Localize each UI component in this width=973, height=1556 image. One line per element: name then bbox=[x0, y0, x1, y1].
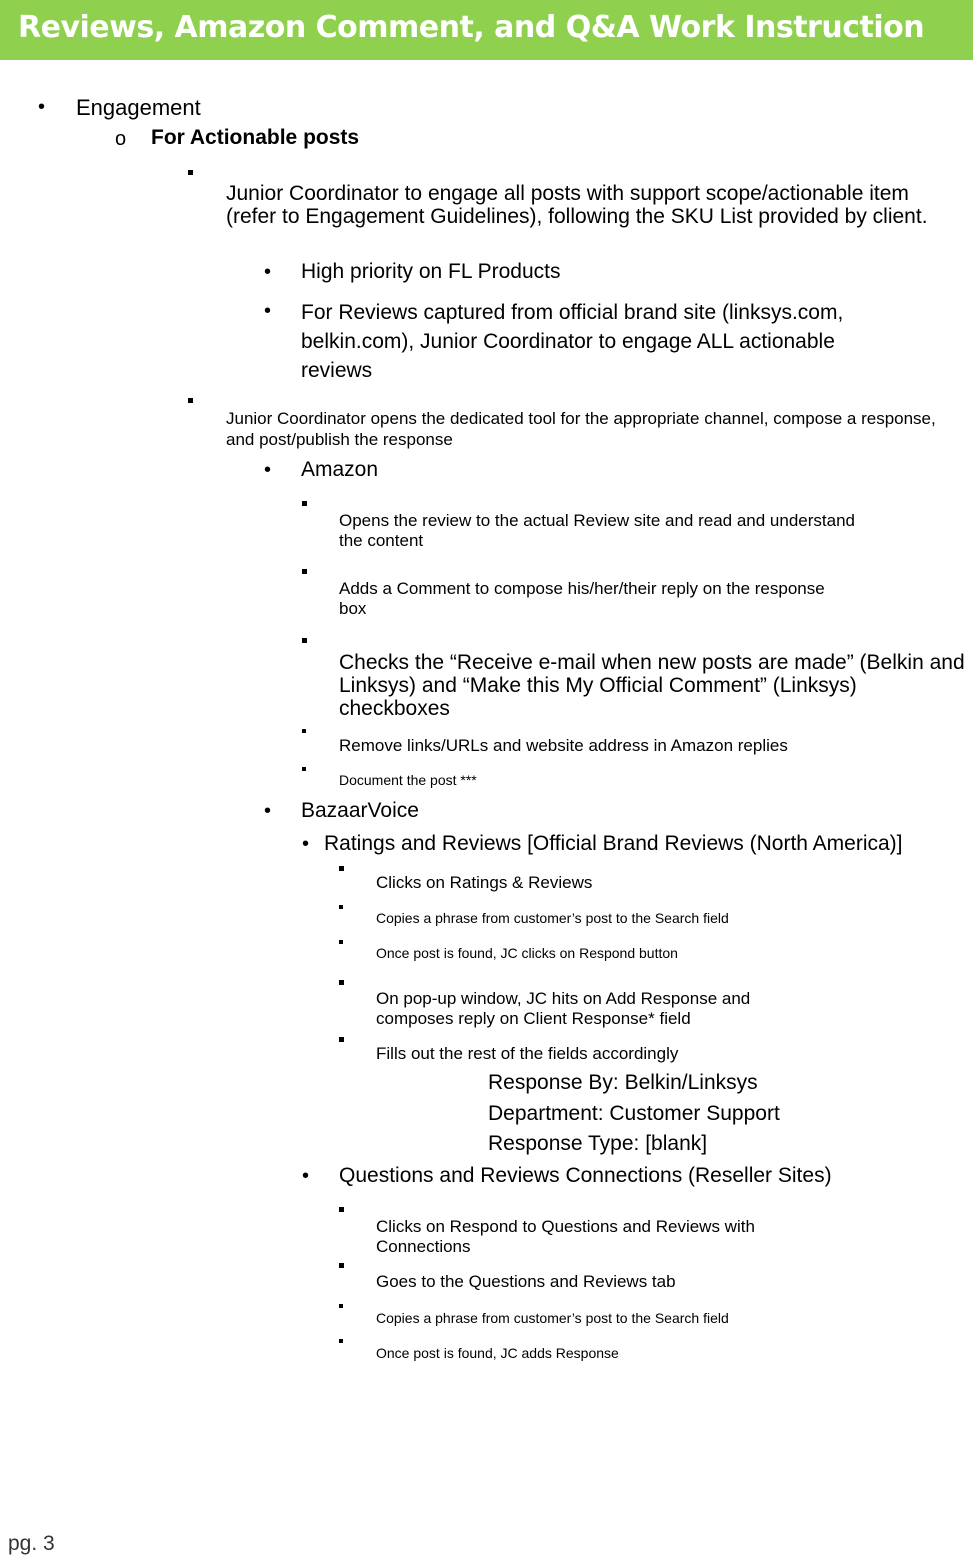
bv-step-click-respond: Once post is found, JC clicks on Respond button bbox=[376, 945, 678, 961]
square-bullet-icon bbox=[339, 1263, 344, 1268]
step-open-dedicated-tool: Junior Coordinator opens the dedicated tool for the appropriate channel, compose a response, and post/publish the response bbox=[226, 409, 936, 449]
square-bullet-icon bbox=[339, 940, 343, 944]
square-bullet-icon bbox=[339, 980, 344, 985]
field-response-type: Response Type: [blank] bbox=[488, 1132, 708, 1155]
bullet-icon: • bbox=[264, 300, 272, 322]
bv-step-add-response: On pop-up window, JC hits on Add Response and composes reply on Client Response* field bbox=[376, 989, 751, 1028]
header-bar bbox=[0, 0, 973, 60]
square-bullet-icon bbox=[339, 866, 344, 871]
square-bullet-icon bbox=[302, 729, 306, 733]
square-bullet-icon bbox=[188, 170, 193, 175]
bv-step-click-ratings: Clicks on Ratings & Reviews bbox=[376, 873, 593, 892]
amazon-step-add-comment: Adds a Comment to compose his/her/their reply on the response box bbox=[339, 579, 825, 618]
bullet-icon: • bbox=[264, 800, 272, 822]
field-department: Department: Customer Support bbox=[488, 1102, 780, 1125]
square-bullet-icon bbox=[339, 905, 343, 909]
bv-step-copy-phrase: Copies a phrase from customer’s post to the Search field bbox=[376, 910, 729, 926]
bullet-icon: • bbox=[264, 261, 272, 283]
square-bullet-icon bbox=[339, 1304, 343, 1308]
circle-bullet-icon: o bbox=[115, 128, 127, 150]
step-engage-posts: Junior Coordinator to engage all posts with support scope/actionable item (refer to Engagement Guidelines), following the SKU List provided by client. bbox=[226, 182, 928, 228]
actionable-heading: For Actionable posts bbox=[151, 126, 360, 149]
square-bullet-icon bbox=[188, 398, 193, 403]
bullet-icon: • bbox=[38, 96, 46, 118]
conn-step-go-to-tab: Goes to the Questions and Reviews tab bbox=[376, 1272, 676, 1291]
page-number: pg. 3 bbox=[8, 1532, 55, 1555]
square-bullet-icon bbox=[339, 1207, 344, 1212]
bazaarvoice-label: BazaarVoice bbox=[301, 799, 419, 822]
square-bullet-icon bbox=[302, 501, 307, 506]
bullet-icon: • bbox=[302, 833, 310, 855]
square-bullet-icon bbox=[302, 569, 307, 574]
square-bullet-icon bbox=[339, 1339, 343, 1343]
bv-step-fill-fields: Fills out the rest of the fields accordingly bbox=[376, 1044, 679, 1063]
field-response-by: Response By: Belkin/Linksys bbox=[488, 1071, 758, 1094]
amazon-step-document-post: Document the post *** bbox=[339, 772, 477, 788]
amazon-step-open-review: Opens the review to the actual Review site and read and understand the content bbox=[339, 511, 855, 550]
conn-step-copy-phrase: Copies a phrase from customer’s post to the Search field bbox=[376, 1310, 729, 1326]
square-bullet-icon bbox=[339, 1037, 344, 1042]
engagement-label: Engagement bbox=[76, 95, 201, 120]
bullet-official-brand-reviews: For Reviews captured from official brand site (linksys.com, belkin.com), Junior Coordinator to engage ALL actionable reviews bbox=[301, 301, 844, 382]
bullet-high-priority: High priority on FL Products bbox=[301, 260, 561, 283]
amazon-label: Amazon bbox=[301, 458, 379, 481]
conn-step-click-respond: Clicks on Respond to Questions and Reviews with Connections bbox=[376, 1217, 755, 1256]
bullet-icon: • bbox=[302, 1165, 310, 1187]
square-bullet-icon bbox=[302, 767, 306, 771]
square-bullet-icon bbox=[302, 638, 307, 643]
ratings-reviews-label: Ratings and Reviews [Official Brand Reviews (North America)] bbox=[324, 832, 903, 855]
document-title: Reviews, Amazon Comment, and Q&A Work Instruction bbox=[18, 10, 925, 45]
amazon-step-check-checkboxes: Checks the “Receive e-mail when new posts are made” (Belkin and Linksys) and “Make this My Official Comment” (Linksys) checkboxes bbox=[339, 651, 965, 720]
bullet-icon: • bbox=[264, 459, 272, 481]
connections-label: Questions and Reviews Connections (Reseller Sites) bbox=[339, 1164, 832, 1187]
conn-step-add-response: Once post is found, JC adds Response bbox=[376, 1345, 619, 1361]
amazon-step-remove-links: Remove links/URLs and website address in Amazon replies bbox=[339, 736, 788, 755]
